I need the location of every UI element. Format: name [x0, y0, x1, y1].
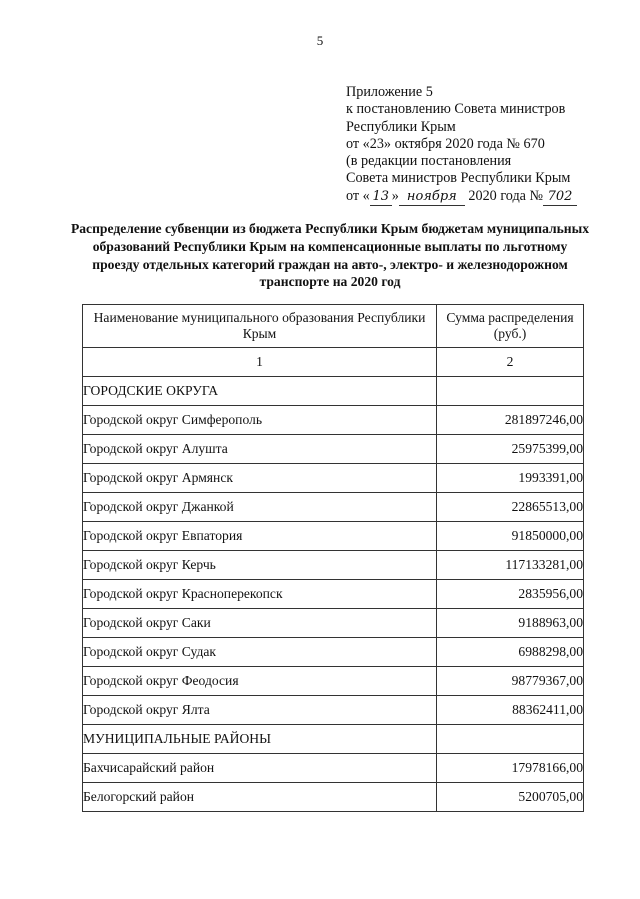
row-name: Городской округ Судак [83, 638, 437, 667]
appendix-line-7-year: 2020 года № [464, 187, 544, 204]
appendix-line-5: (в редакции постановления [346, 153, 512, 170]
table-row [83, 580, 584, 609]
table-row [83, 406, 584, 435]
row-sum: 98779367,00 [437, 667, 584, 696]
row-name: Городской округ Армянск [83, 464, 437, 493]
table-row [83, 783, 584, 812]
row-name: Городской округ Саки [83, 609, 437, 638]
section-row [83, 725, 584, 754]
document-title: Распределение субвенции из бюджета Республики Крым бюджетам муниципальных образований Республики Крым на компенсационные выплаты по льготному проезду отдельных категорий граждан на авто-, электро- и железнодорожном транспорте на 2020 год [70, 221, 590, 290]
table-row [83, 522, 584, 551]
handwritten-month: ноября [399, 188, 465, 206]
section-row [83, 377, 584, 406]
row-name: Городской округ Алушта [83, 435, 437, 464]
row-sum: 9188963,00 [437, 609, 584, 638]
table-row [83, 435, 584, 464]
row-sum: 1993391,00 [437, 464, 584, 493]
table-row [83, 696, 584, 725]
appendix-line-6: Совета министров Республики Крым [346, 170, 571, 187]
appendix-line-7-prefix: от « [346, 187, 370, 204]
appendix-line-7-mid: » [391, 187, 399, 204]
header-sum: Сумма распределения (руб.) [437, 305, 584, 348]
row-sum: 25975399,00 [437, 435, 584, 464]
section-empty-cell [437, 725, 584, 754]
table-row [83, 638, 584, 667]
table-row [83, 464, 584, 493]
row-sum: 22865513,00 [437, 493, 584, 522]
table-header-row [83, 305, 584, 348]
handwritten-number: 702 [543, 188, 577, 206]
appendix-line-4: от «23» октября 2020 года № 670 [346, 135, 545, 152]
appendix-block [346, 84, 636, 206]
section-title: ГОРОДСКИЕ ОКРУГА [83, 377, 437, 406]
row-name: Городской округ Керчь [83, 551, 437, 580]
row-sum: 88362411,00 [437, 696, 584, 725]
row-sum: 117133281,00 [437, 551, 584, 580]
column-number-2: 2 [437, 348, 584, 377]
row-sum: 2835956,00 [437, 580, 584, 609]
column-number-1: 1 [83, 348, 437, 377]
row-sum: 17978166,00 [437, 754, 584, 783]
section-title: МУНИЦИПАЛЬНЫЕ РАЙОНЫ [83, 725, 437, 754]
table-row [83, 551, 584, 580]
row-name: Городской округ Красноперекопск [83, 580, 437, 609]
header-name: Наименование муниципального образования Республики Крым [83, 305, 437, 348]
table-row [83, 754, 584, 783]
row-name: Бахчисарайский район [83, 754, 437, 783]
table-row [83, 609, 584, 638]
appendix-line-7 [346, 188, 636, 206]
row-name: Городской округ Джанкой [83, 493, 437, 522]
appendix-line-3: Республики Крым [346, 118, 456, 135]
row-name: Городской округ Феодосия [83, 667, 437, 696]
row-name: Городской округ Евпатория [83, 522, 437, 551]
row-sum: 281897246,00 [437, 406, 584, 435]
table-row [83, 493, 584, 522]
handwritten-day: 13 [370, 188, 392, 206]
row-sum: 6988298,00 [437, 638, 584, 667]
table-row [83, 667, 584, 696]
appendix-line-1: Приложение 5 [346, 84, 433, 100]
row-name: Белогорский район [83, 783, 437, 812]
row-sum: 5200705,00 [437, 783, 584, 812]
row-name: Городской округ Симферополь [83, 406, 437, 435]
section-empty-cell [437, 377, 584, 406]
page-number: 5 [316, 33, 324, 48]
row-sum: 91850000,00 [437, 522, 584, 551]
distribution-table [82, 304, 584, 812]
appendix-line-2: к постановлению Совета министров [346, 101, 566, 118]
column-number-row [83, 348, 584, 377]
row-name: Городской округ Ялта [83, 696, 437, 725]
